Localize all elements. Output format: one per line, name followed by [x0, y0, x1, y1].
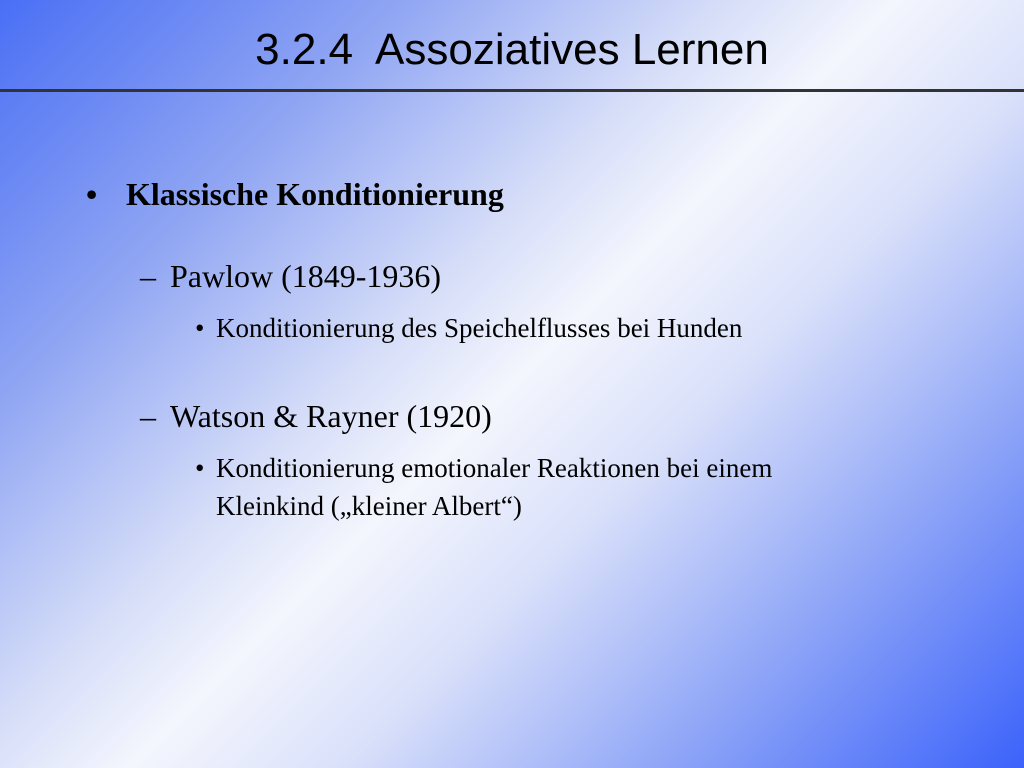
point-marker: • — [195, 313, 205, 343]
point-watson-line-2: Kleinkind („kleiner Albert“) — [216, 491, 522, 521]
subitem-watson-rayner: Watson & Rayner (1920) — [170, 398, 492, 434]
subitem-pawlow: Pawlow (1849-1936) — [170, 258, 442, 294]
dash-marker: – — [140, 398, 156, 434]
point-marker: • — [195, 453, 205, 483]
title-divider — [0, 89, 1024, 92]
dash-marker: – — [140, 258, 156, 294]
bullet-heading: Klassische Konditionierung — [126, 176, 504, 212]
point-watson-line-1: Konditionierung emotionaler Reaktionen bei einem — [216, 453, 773, 483]
slide-title: 3.2.4 Assoziatives Lernen — [255, 25, 769, 74]
bullet-marker: • — [86, 176, 98, 212]
point-pawlow-line: Konditionierung des Speichelflusses bei Hunden — [216, 313, 743, 343]
